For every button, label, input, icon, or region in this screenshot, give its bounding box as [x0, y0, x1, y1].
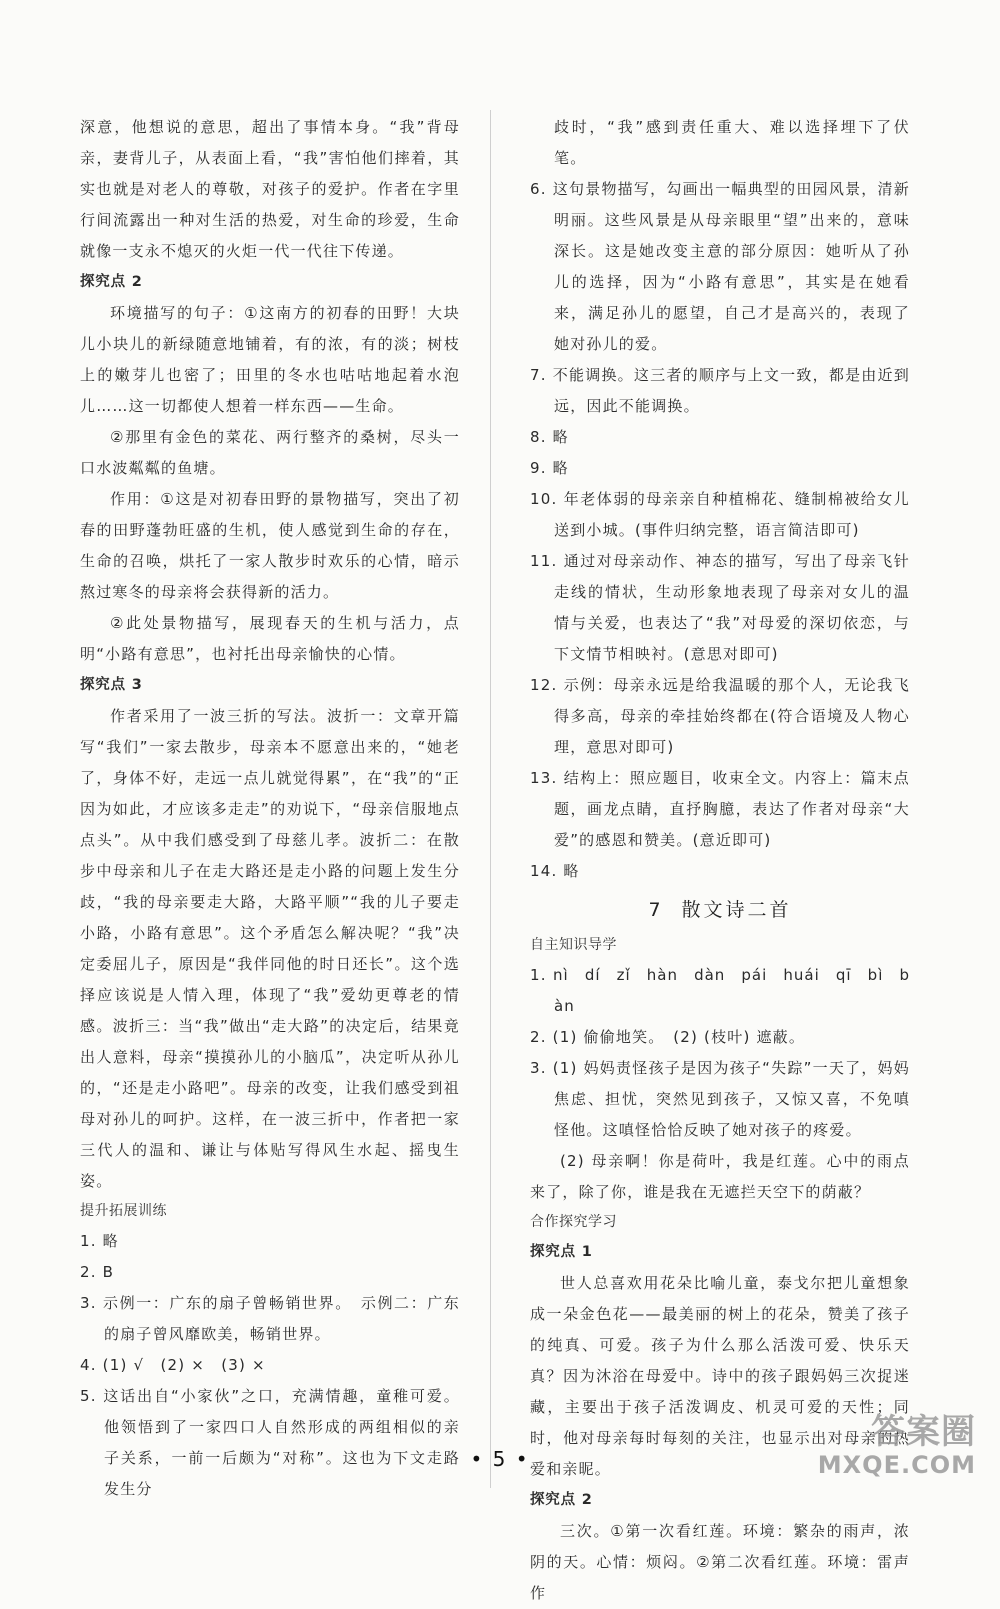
- watermark-logo: 答案圈: [871, 1412, 976, 1452]
- paragraph: ②此处景物描写，展现春天的生机与活力，点明“小路有意思”，也衬托出母亲愉快的心情。: [80, 614, 460, 663]
- paragraph: 三次。①第一次看红莲。环境：繁杂的雨声，浓阴的天。心情：烦闷。②第二次看红莲。环境：雷声作: [530, 1522, 910, 1602]
- answer-item: 1. 略: [80, 1232, 119, 1250]
- left-column: [80, 112, 460, 1505]
- answer-item: 2. (1) 偷偷地笑。 (2) (枝叶) 遮蔽。: [530, 1028, 806, 1046]
- answer-item: 13. 结构上：照应题目，收束全文。内容上：篇末点题，画龙点睛，直抒胸臆，表达了作者对母亲“大爱”的感恩和赞美。(意近即可): [530, 769, 910, 849]
- section-heading: 探究点 1: [530, 1244, 593, 1260]
- pinyin-answers: nì dí zǐ hàn dàn pái huái qī bì bàn: [553, 966, 910, 1015]
- answer-item: 12. 示例：母亲永远是给我温暖的那个人，无论我飞得多高，母亲的牵挂始终都在(符合语境及人物心理，意思对即可): [530, 676, 910, 756]
- item-number: 1.: [530, 966, 547, 984]
- section-heading: 探究点 2: [530, 1492, 593, 1508]
- paragraph: 作者采用了一波三折的写法。波折一：文章开篇写“我们”一家去散步，母亲本不愿意出来的，“她老了，身体不好，走远一点儿就觉得累”，在“我”的“正因为如此，才应该多走走”的劝说下，“母亲信服地点点头”。从中我们感受到了母慈儿孝。波折二：在散步中母亲和儿子在走大路还是走小路的问题上发生分歧，“我的母亲要走大路，大路平顺”“我的儿子要走小路，小路有意思”。这个矛盾怎么解决呢？“我”决定委屈儿子，原因是“我伴同他的时日还长”。这个选择应该说是人情入理，体现了“我”爱幼更尊老的情感。波折三：当“我”做出“走大路”的决定后，结果竟出人意料，母亲“摸摸孙儿的小脑瓜”，决定听从孙儿的，“还是走小路吧”。母亲的改变，让我们感受到祖母对孙儿的呵护。这样，在一波三折中，作者把一家三代人的温和、谦让与体贴写得风生水起、摇曳生姿。: [80, 707, 460, 1190]
- chapter-title: [530, 889, 910, 931]
- paragraph: 世人总喜欢用花朵比喻儿童，泰戈尔把儿童想象成一朵金色花——最美丽的树上的花朵，赞美了孩子的纯真、可爱。孩子为什么那么活泼可爱、快乐天真？因为沐浴在母爱中。诗中的孩子跟妈妈三次捉迷藏，主要出于孩子活泼调皮、机灵可爱的天性；同时，他对母亲每时每刻的关注，也显示出对母亲的热爱和亲昵。: [530, 1274, 910, 1478]
- section-title: 自主知识导学: [530, 937, 617, 953]
- paragraph-continued: 歧时，“我”感到责任重大、难以选择埋下了伏笔。: [554, 118, 910, 167]
- answer-item: 11. 通过对母亲动作、神态的描写，写出了母亲飞针走线的情状，生动形象地表现了母亲对女儿的温情与关爱，也表达了“我”对母爱的深切依恋，与下文情节相映衬。(意思对即可): [530, 552, 910, 663]
- section-title: 合作探究学习: [530, 1214, 617, 1230]
- chapter-name: 散文诗二首: [681, 899, 792, 921]
- answer-item: 9. 略: [530, 459, 569, 477]
- answer-item: 14. 略: [530, 862, 580, 880]
- answer-item: 3. (1) 妈妈责怪孩子是因为孩子“失踪”一天了，妈妈焦虑、担忧，突然见到孩子，又惊又喜，不免嗔怪他。这嗔怪恰恰反映了她对孩子的疼爱。: [530, 1059, 910, 1139]
- paragraph: (2) 母亲啊！你是荷叶，我是红莲。心中的雨点来了，除了你，谁是我在无遮拦天空下的荫蔽？: [530, 1152, 910, 1201]
- paragraph: 环境描写的句子：①这南方的初春的田野！大块儿小块儿的新绿随意地铺着，有的浓，有的淡；树枝上的嫩芽儿也密了；田里的冬水也咕咕地起着水泡儿……这一切都使人想着一样东西——生命。: [80, 304, 460, 415]
- paragraph: 深意，他想说的意思，超出了事情本身。“我”背母亲，妻背儿子，从表面上看，“我”害怕他们摔着，其实也就是对老人的尊敬，对孩子的爱护。作者在字里行间流露出一种对生活的热爱，对生命的珍爱，生命就像一支永不熄灭的火炬一代一代往下传递。: [80, 118, 460, 260]
- answer-item: 7. 不能调换。这三者的顺序与上文一致，都是由近到远，因此不能调换。: [530, 366, 910, 415]
- answer-item: 4. (1) √ (2) × (3) ×: [80, 1356, 266, 1374]
- paragraph: 作用：①这是对初春田野的景物描写，突出了初春的田野蓬勃旺盛的生机，使人感觉到生命的存在，生命的召唤，烘托了一家人散步时欢乐的心情，暗示熬过寒冬的母亲将会获得新的活力。: [80, 490, 460, 601]
- page-number: • 5 •: [470, 1447, 530, 1471]
- section-heading: 探究点 3: [80, 677, 143, 693]
- watermark: [818, 1414, 976, 1480]
- answer-item: 10. 年老体弱的母亲亲自种植棉花、缝制棉被给女儿送到小城。(事件归纳完整，语言简洁即可): [530, 490, 910, 539]
- section-heading: 探究点 2: [80, 274, 143, 290]
- right-column: [530, 112, 910, 1609]
- answer-item: 3. 示例一：广东的扇子曾畅销世界。 示例二：广东的扇子曾风靡欧美，畅销世界。: [80, 1294, 460, 1343]
- chapter-number: 7: [648, 899, 664, 921]
- watermark-url: MXQE.COM: [817, 1451, 976, 1479]
- answer-item: 6. 这句景物描写，勾画出一幅典型的田园风景，清新明丽。这些风景是从母亲眼里“望”出来的，意味深长。这是她改变主意的部分原因：她听从了孙儿的选择，因为“小路有意思”，其实是在她看来，满足孙儿的愿望，自己才是高兴的，表现了她对孙儿的爱。: [530, 180, 910, 353]
- answer-item: 8. 略: [530, 428, 569, 446]
- answer-item: [530, 960, 910, 1022]
- section-title: 提升拓展训练: [80, 1203, 167, 1219]
- answer-item: 5. 这话出自“小家伙”之口，充满情趣，童稚可爱。他领悟到了一家四口人自然形成的两组相似的亲子关系，一前一后颇为“对称”。这也为下文走路发生分: [80, 1387, 460, 1498]
- paragraph: ②那里有金色的菜花、两行整齐的桑树，尽头一口水波粼粼的鱼塘。: [80, 428, 460, 477]
- answer-item: 2. B: [80, 1263, 115, 1281]
